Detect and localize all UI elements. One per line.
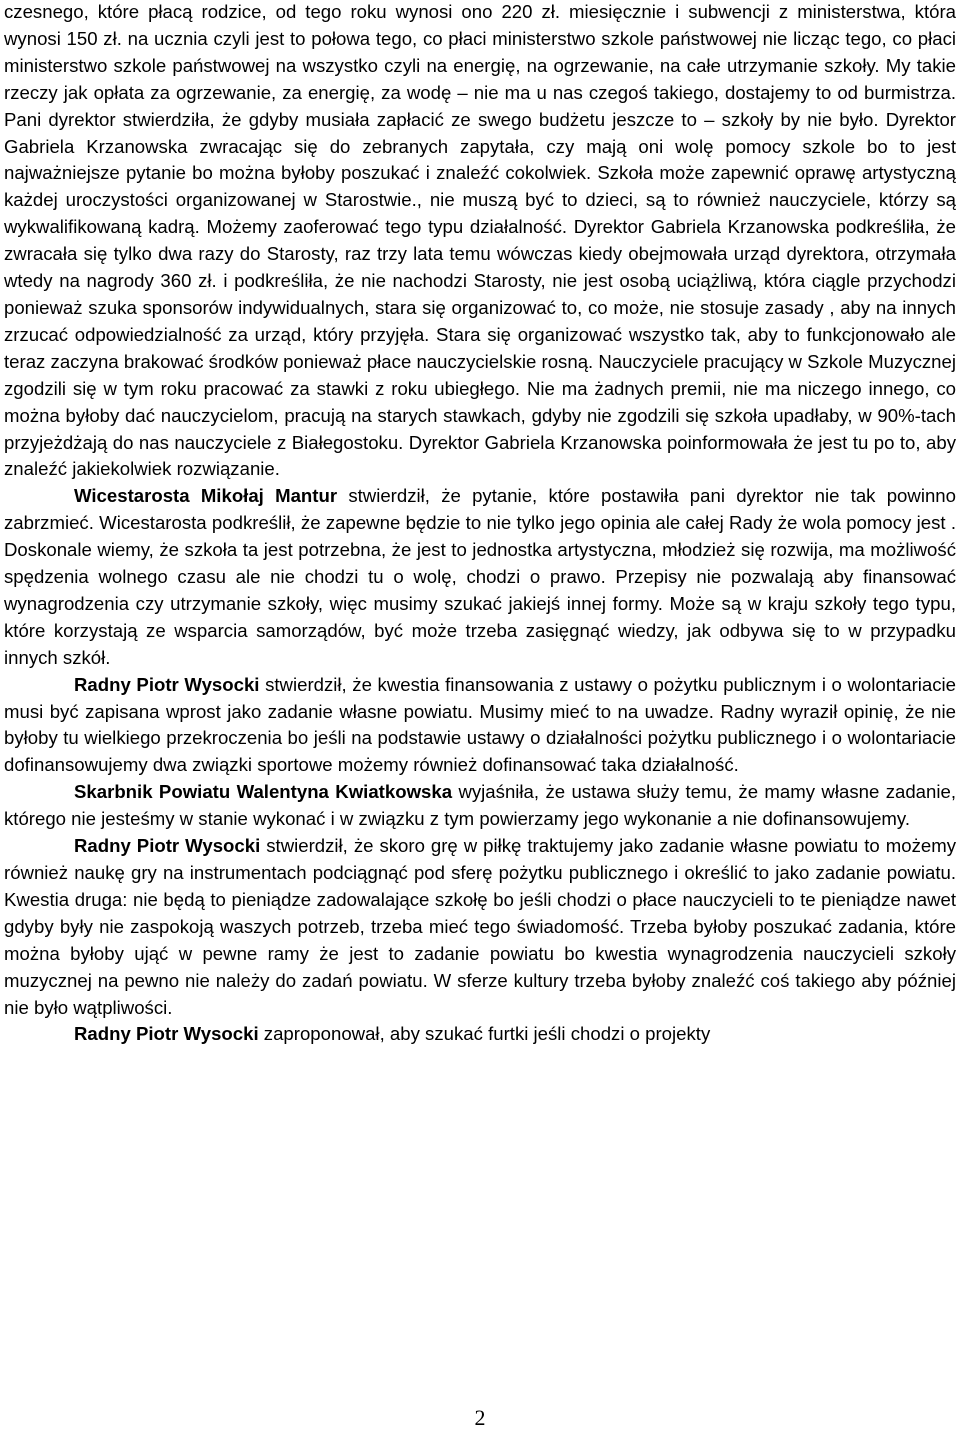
paragraph-5 — [4, 833, 956, 1021]
paragraph-6-text: zaproponował, aby szukać furtki jeśli chodzi o projekty — [258, 1023, 711, 1045]
paragraph-5-text: stwierdził, że skoro grę w piłkę traktujemy jako zadanie własne powiatu to możemy również naukę gry na instrumentach podciągnąć pod sferę pożytku publicznego i określić to jako zadanie powiatu. Kwestia druga: nie będą to pieniądze zadowalające szkołę bo jeśli chodzi o płace nauczycieli to te pieniądze nawet gdyby były nie zaspokoją waszych potrzeb, trzeba mieć tego świadomość. Trzeba byłoby poszukać zadania, które można byłoby ująć w pewne ramy że jest to zadanie powiatu bo kwestia wynagrodzenia nauczycieli szkoły muzycznej na pewno nie należy do zadań powiatu. W sferze kultury trzeba byłoby znaleźć coś takiego aby później nie było wątpliwości. — [4, 835, 956, 1018]
paragraph-1 — [4, 0, 956, 483]
paragraph-1-text: czesnego, które płacą rodzice, od tego roku wynosi ono 220 zł. miesięcznie i subwencji z ministerstwa, która wynosi 150 zł. na ucznia czyli jest to połowa tego, co płaci ministerstwo szkole państwowej nie licząc tego, co płaci ministerstwo szkole państwowej na wszystko czyli na energię, na ogrzewanie, na całe utrzymanie szkoły. My takie rzeczy jak opłata za ogrzewanie, za energię, za wodę – nie ma u nas czegoś takiego, dostajemy to od burmistrza. Pani dyrektor stwierdziła, że gdyby musiała zapłacić ze swego budżetu jeszcze to – szkoły by nie było. Dyrektor Gabriela Krzanowska zwracając się do zebranych zapytała, czy mają oni wolę pomocy szkole bo to jest najważniejsze pytanie bo można byłoby poszukać i znaleźć cokolwiek. Szkoła może zapewnić oprawę artystyczną każdej uroczystości organizowanej w Starostwie., nie muszą być to dzieci, są to również nauczyciele, którzy są wykwalifikowaną kadrą. Możemy zaoferować tego typu działalność. Dyrektor Gabriela Krzanowska podkreśliła, że zwracała się tylko dwa razy do Starosty, raz trzy lata temu wówczas kiedy obejmowała urząd dyrektora, otrzymała wtedy na nagrody 360 zł. i podkreśliła, że nie nachodzi Starosty, nie jest osobą uciążliwą, która ciągle przychodzi ponieważ szuka sponsorów indywidualnych, stara się organizować to, co może, nie stosuje zasady , aby na innych zrzucać odpowiedzialność za urząd, który przyjęła. Stara się organizować wszystko tak, aby to funkcjonowało ale teraz zaczyna brakować środków ponieważ płace nauczycielskie rosną. Nauczyciele pracujący w Szkole Muzycznej zgodzili się w tym roku pracować za stawki z roku ubiegłego. Nie ma żadnych premii, nie ma niczego innego, co można byłoby dać nauczycielom, pracują na starych stawkach, gdyby nie zgodzili się szkoła upadłaby, w 90%-tach przyjeżdżają do nas nauczyciele z Białegostoku. Dyrektor Gabriela Krzanowska poinformowała że jest tu po to, aby znaleźć jakiekolwiek rozwiązanie. — [4, 1, 956, 480]
paragraph-6 — [4, 1021, 956, 1048]
paragraph-5-speaker: Radny Piotr Wysocki — [74, 835, 261, 857]
paragraph-3-text: stwierdził, że kwestia finansowania z ustawy o pożytku publicznym i o wolontariacie musi być zapisana wprost jako zadanie własne powiatu. Musimy mieć to na uwadze. Radny wyraził opinię, że nie byłoby tu wielkiego przekroczenia bo jeśli na podstawie ustawy o działalności pożytku publicznego i o wolontariacie dofinansowujemy dwa związki sportowe możemy również dofinansować taka działalność. — [4, 673, 957, 776]
paragraph-4-speaker: Skarbnik Powiatu Walentyna Kwiatkowska — [74, 781, 453, 803]
paragraph-3-speaker: Radny Piotr Wysocki — [74, 673, 260, 695]
paragraph-2-text: stwierdził, że pytanie, które postawiła pani dyrektor nie tak powinno zabrzmieć. Wicestarosta podkreślił, że zapewne będzie to nie tylko jego opinia ale całej Rady że wola pomocy jest . Doskonale wiemy, że szkoła ta jest potrzebna, że jest to jednostka artystyczna, młodzież się rozwija, ma możliwość spędzenia wolnego czasu ale nie chodzi tu o wolę, chodzi o prawo. Przepisy nie pozwalają aby finansować wynagrodzenia czy utrzymanie szkoły, więc musimy szukać jakiejś innej formy. Może są w kraju szkoły tego typu, które korzystają ze wsparcia samorządów, być może trzeba zasięgnąć wiedzy, jak odbywa się to w przypadku innych szkół. — [4, 485, 956, 668]
paragraph-4 — [4, 779, 956, 833]
document-body — [4, 0, 956, 1048]
paragraph-3 — [4, 672, 956, 780]
page-number: 2 — [474, 1405, 486, 1430]
paragraph-2 — [4, 483, 956, 671]
paragraph-6-speaker: Radny Piotr Wysocki — [74, 1023, 259, 1045]
paragraph-2-speaker: Wicestarosta Mikołaj Mantur — [74, 485, 338, 507]
paragraph-4-text: wyjaśniła, że ustawa służy temu, że mamy własne zadanie, którego nie jesteśmy w stanie wykonać i w związku z tym powierzamy jego wykonanie a nie dofinansowujemy. — [4, 781, 956, 830]
